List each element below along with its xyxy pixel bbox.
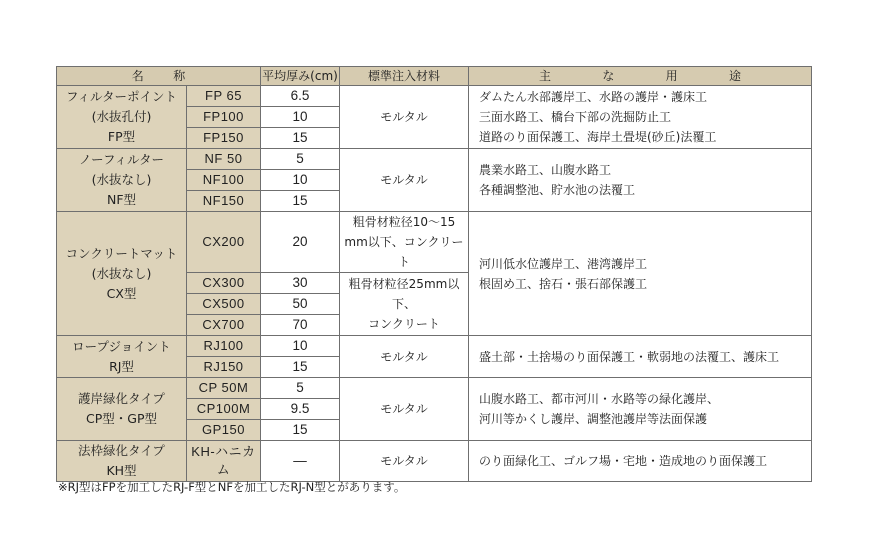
use-text: 河川低水位護岸工、港湾護岸工 <box>479 256 648 271</box>
thickness-value: 10 <box>261 170 340 191</box>
material-cell <box>340 441 469 482</box>
material-cell <box>340 212 469 273</box>
material-text: モルタル <box>380 349 428 364</box>
material-text: mm以下、コンクリート <box>344 235 464 269</box>
use-text: 山腹水路工、都市河川・水路等の緑化護岸、 <box>479 392 720 406</box>
product-group-name-line: (水抜孔付) <box>91 109 152 124</box>
product-group-name-line: (水抜なし) <box>91 172 152 187</box>
header-name-char: 名 <box>131 69 144 83</box>
product-group-name-line: FP型 <box>107 129 136 144</box>
material-text: 粗骨材粒径25mm以下、 <box>348 277 460 311</box>
header-use-char: な <box>602 69 615 83</box>
product-code: CP 50M <box>187 378 261 399</box>
product-group-name-line: フィルターポイント <box>65 89 177 104</box>
product-group-name <box>57 441 187 482</box>
use-cell <box>469 212 812 336</box>
header-use <box>469 67 812 86</box>
use-cell <box>469 86 812 149</box>
product-code: FP 65 <box>187 86 261 107</box>
use-text: 農業水路工、山腹水路工 <box>479 163 612 177</box>
use-cell <box>469 441 812 482</box>
material-text: モルタル <box>380 454 428 468</box>
material-text: モルタル <box>380 110 428 124</box>
product-group-name-line: 法枠緑化タイプ <box>78 443 165 458</box>
product-code: NF100 <box>187 170 261 191</box>
use-text: 盛土部・土捨場のり面保護工・軟弱地の法覆工、護床工 <box>479 349 780 364</box>
product-code: FP100 <box>187 107 261 128</box>
header-name-char: 称 <box>173 69 186 83</box>
product-group-name-line: (水抜なし) <box>91 265 152 281</box>
table-row <box>57 86 812 107</box>
table-row <box>57 441 812 482</box>
product-group-name <box>57 149 187 212</box>
material-cell <box>340 149 469 212</box>
thickness-value: 30 <box>261 273 340 294</box>
thickness-value: 10 <box>261 107 340 128</box>
material-cell <box>340 86 469 149</box>
material-text: 粗骨材粒径10～15 <box>352 215 456 229</box>
header-material: 標準注入材料 <box>340 67 469 86</box>
product-group-name <box>57 86 187 149</box>
thickness-value: 5 <box>261 378 340 399</box>
product-code: NF150 <box>187 191 261 212</box>
table-row <box>57 149 812 170</box>
table-row <box>57 212 812 273</box>
thickness-value: 15 <box>261 420 340 441</box>
use-text: 三面水路工、橋台下部の洗掘防止工 <box>479 110 672 124</box>
product-code: CX700 <box>187 315 261 336</box>
thickness-value: 15 <box>261 128 340 149</box>
product-group-name <box>57 336 187 378</box>
table-row <box>57 336 812 357</box>
product-group-name-line: ノーフィルター <box>78 152 164 167</box>
product-group-name <box>57 212 187 336</box>
footnote: ※RJ型はFPを加工したRJ-F型とNFを加工したRJ-N型とがあります。 <box>58 480 406 494</box>
product-group-name <box>57 378 187 441</box>
use-cell <box>469 149 812 212</box>
thickness-value: 10 <box>261 336 340 357</box>
thickness-value: 9.5 <box>261 399 340 420</box>
product-code: NF 50 <box>187 149 261 170</box>
product-group-name-line: コンクリートマット <box>65 245 178 261</box>
product-code: CX200 <box>187 212 261 273</box>
header-use-char: 用 <box>665 69 678 83</box>
material-cell <box>340 336 469 378</box>
use-text: ダムたん水部護岸工、水路の護岸・護床工 <box>479 90 708 104</box>
table-header-row <box>57 67 812 86</box>
thickness-value: 6.5 <box>261 86 340 107</box>
product-group-name-line: CP型・GP型 <box>86 411 157 426</box>
use-text: 根固め工、捨石・張石部保護工 <box>479 276 648 291</box>
use-text: のり面緑化工、ゴルフ場・宅地・造成地のり面保護工 <box>479 454 768 468</box>
thickness-value: 5 <box>261 149 340 170</box>
use-text: 河川等かくし護岸、調整池護岸等法面保護 <box>479 412 708 426</box>
material-text: コンクリート <box>368 317 440 331</box>
header-thickness: 平均厚み(cm) <box>261 67 340 86</box>
table-row <box>57 378 812 399</box>
material-text: モルタル <box>380 402 428 416</box>
use-cell <box>469 378 812 441</box>
product-group-name-line: 護岸緑化タイプ <box>78 391 165 406</box>
use-text: 道路のり面保護工、海岸土畳堤(砂丘)法覆工 <box>479 130 717 144</box>
product-code: FP150 <box>187 128 261 149</box>
product-group-name-line: ロープジョイント <box>72 338 171 354</box>
thickness-value: 15 <box>261 357 340 378</box>
product-spec-table <box>56 66 812 482</box>
thickness-value: 15 <box>261 191 340 212</box>
product-code: GP150 <box>187 420 261 441</box>
product-group-name-line: RJ型 <box>109 358 134 374</box>
product-code: KH-ハニカム <box>187 441 261 482</box>
header-use-char: 途 <box>728 69 741 83</box>
product-code: RJ100 <box>187 336 261 357</box>
material-cell <box>340 273 469 336</box>
thickness-value: — <box>261 441 340 482</box>
thickness-value: 20 <box>261 212 340 273</box>
product-table-container <box>56 66 812 482</box>
use-cell <box>469 336 812 378</box>
product-code: CP100M <box>187 399 261 420</box>
product-code: CX300 <box>187 273 261 294</box>
product-group-name-line: KH型 <box>106 463 137 478</box>
product-code: RJ150 <box>187 357 261 378</box>
use-text: 各種調整池、貯水池の法覆工 <box>479 183 636 197</box>
thickness-value: 70 <box>261 315 340 336</box>
header-use-char: 主 <box>539 69 552 83</box>
product-group-name-line: CX型 <box>106 285 137 301</box>
header-name <box>57 67 261 86</box>
product-group-name-line: NF型 <box>106 192 137 207</box>
material-text: モルタル <box>380 173 428 187</box>
material-cell <box>340 378 469 441</box>
product-code: CX500 <box>187 294 261 315</box>
thickness-value: 50 <box>261 294 340 315</box>
